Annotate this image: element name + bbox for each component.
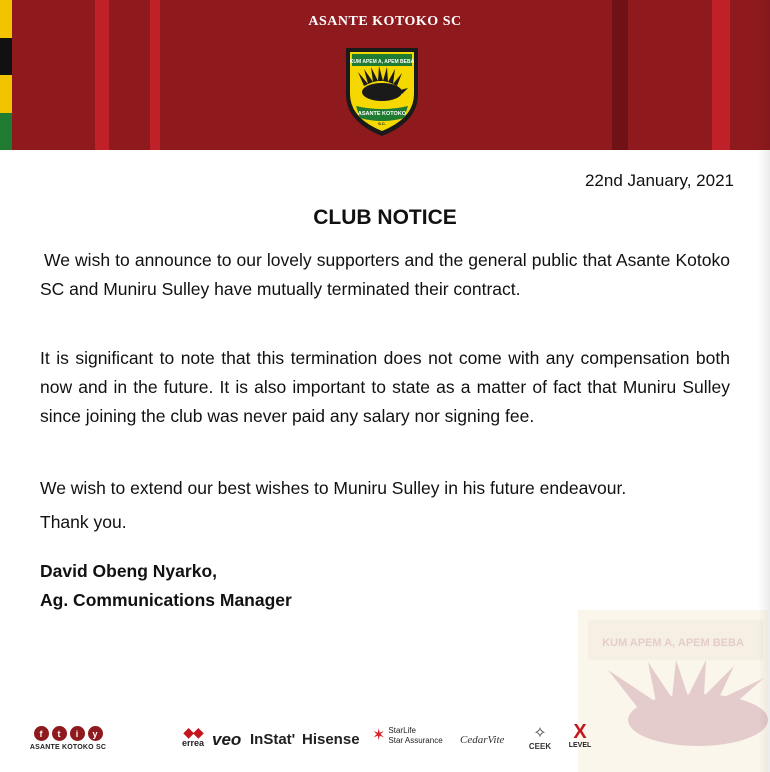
watermark-motto: KUM APEM A, APEM BEBA — [602, 637, 744, 649]
crest-name: ASANTE KOTOKO — [357, 111, 407, 117]
sponsor-xlevel-label: LEVEL — [568, 742, 592, 749]
crest-watermark — [568, 590, 770, 772]
club-crest-logo — [342, 42, 422, 140]
errea-mark-icon: ◆◆ — [183, 724, 203, 740]
paragraph-thanks: Thank you. — [40, 512, 127, 532]
crest-motto: KUM APEM A, APEM BEBA — [349, 59, 415, 65]
youtube-icon[interactable]: y — [88, 726, 103, 741]
sponsor-starlife-logo — [372, 726, 443, 746]
starlife-star-icon: ✶ — [372, 727, 386, 744]
instagram-icon[interactable]: i — [70, 726, 85, 741]
signature-title: Ag. Communications Manager — [40, 590, 292, 610]
social-label: ASANTE KOTOKO SC — [29, 744, 107, 751]
paragraph-announcement: We wish to announce to our lovely supporters and the general public that Asante Kotoko SC and Muniru Sulley have mutually terminated their contract. — [40, 250, 730, 299]
sponsor-cedarvite-logo: CedarVite — [460, 734, 505, 746]
sponsor-veo-logo: veo — [212, 730, 242, 749]
sponsor-xlevel-logo — [568, 722, 592, 749]
signature-name: David Obeng Nyarko, — [40, 561, 217, 581]
paragraph-compensation: It is significant to note that this termination does not come with any compensation both now and in the future. It is also important to state as a matter of fact that Muniru Sulley since joining the club was never paid any salary nor signing fee. — [40, 348, 730, 426]
sponsor-instat-logo: InStat' — [250, 731, 296, 748]
ceek-mark-icon: ✧ — [533, 725, 547, 742]
crest-suffix: S.C. — [378, 121, 386, 126]
notice-date: 22nd January, 2021 — [584, 171, 734, 190]
facebook-icon[interactable]: f — [34, 726, 49, 741]
twitter-icon[interactable]: t — [52, 726, 67, 741]
sponsor-ceek-logo — [526, 726, 554, 751]
club-name: ASANTE KOTOKO SC — [308, 14, 462, 29]
social-media-block — [28, 726, 108, 751]
sponsor-hisense-logo: Hisense — [302, 731, 360, 748]
sponsor-starlife-line2: Star Assurance — [388, 736, 443, 745]
paragraph-best-wishes: We wish to extend our best wishes to Muniru Sulley in his future endeavour. — [40, 478, 627, 498]
sponsor-ceek-label: CEEK — [528, 742, 552, 751]
x-mark-icon: X — [573, 721, 587, 743]
sponsor-starlife-line1: StarLife — [388, 726, 416, 735]
header-banner — [0, 0, 770, 150]
sponsor-errea-label: errea — [181, 738, 205, 748]
sponsor-errea-logo — [178, 726, 208, 748]
notice-title: CLUB NOTICE — [313, 206, 457, 229]
